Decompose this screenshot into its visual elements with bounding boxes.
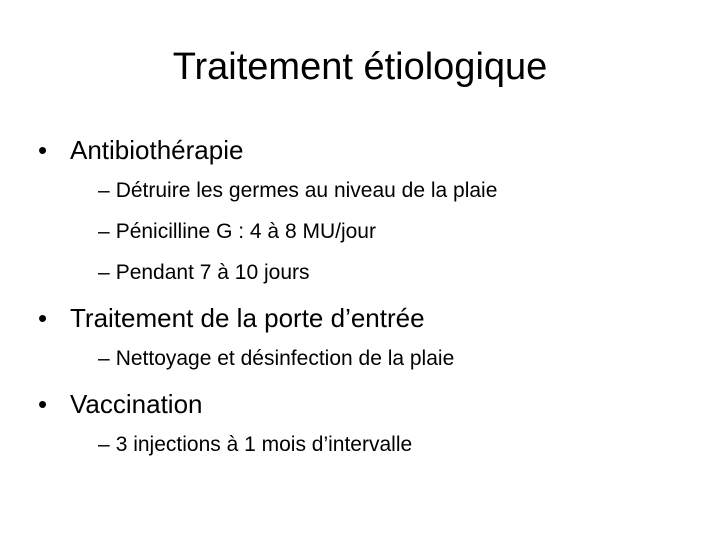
bullet-icon: • bbox=[38, 389, 48, 419]
bullet-text: Antibiothérapie bbox=[70, 135, 244, 165]
bullet-text: Traitement de la porte d’entrée bbox=[70, 303, 425, 333]
bullet-icon: • bbox=[38, 135, 48, 165]
dash-icon: – bbox=[98, 220, 110, 243]
sub-item bbox=[98, 219, 376, 245]
dash-icon: – bbox=[98, 347, 110, 370]
dash-icon: – bbox=[98, 433, 110, 456]
slide-title: Traitement étiologique bbox=[172, 46, 548, 88]
sub-item-text: Pénicilline G : 4 à 8 MU/jour bbox=[115, 220, 376, 243]
sub-item-text: Nettoyage et désinfection de la plaie bbox=[115, 347, 455, 370]
sub-item-text: Détruire les germes au niveau de la plaie bbox=[115, 179, 498, 202]
sub-item-text: 3 injections à 1 mois d’intervalle bbox=[115, 433, 413, 456]
sub-item bbox=[98, 432, 412, 458]
sub-item-text: Pendant 7 à 10 jours bbox=[115, 261, 310, 284]
bullet-item-vaccination bbox=[38, 388, 203, 420]
sub-item bbox=[98, 178, 497, 204]
bullet-item-antibiotherapie bbox=[38, 134, 243, 166]
dash-icon: – bbox=[98, 261, 110, 284]
sub-item bbox=[98, 260, 310, 286]
bullet-icon: • bbox=[38, 303, 48, 333]
sub-item bbox=[98, 346, 454, 372]
bullet-item-porte-entree bbox=[38, 302, 425, 334]
dash-icon: – bbox=[98, 179, 110, 202]
bullet-text: Vaccination bbox=[70, 389, 203, 419]
